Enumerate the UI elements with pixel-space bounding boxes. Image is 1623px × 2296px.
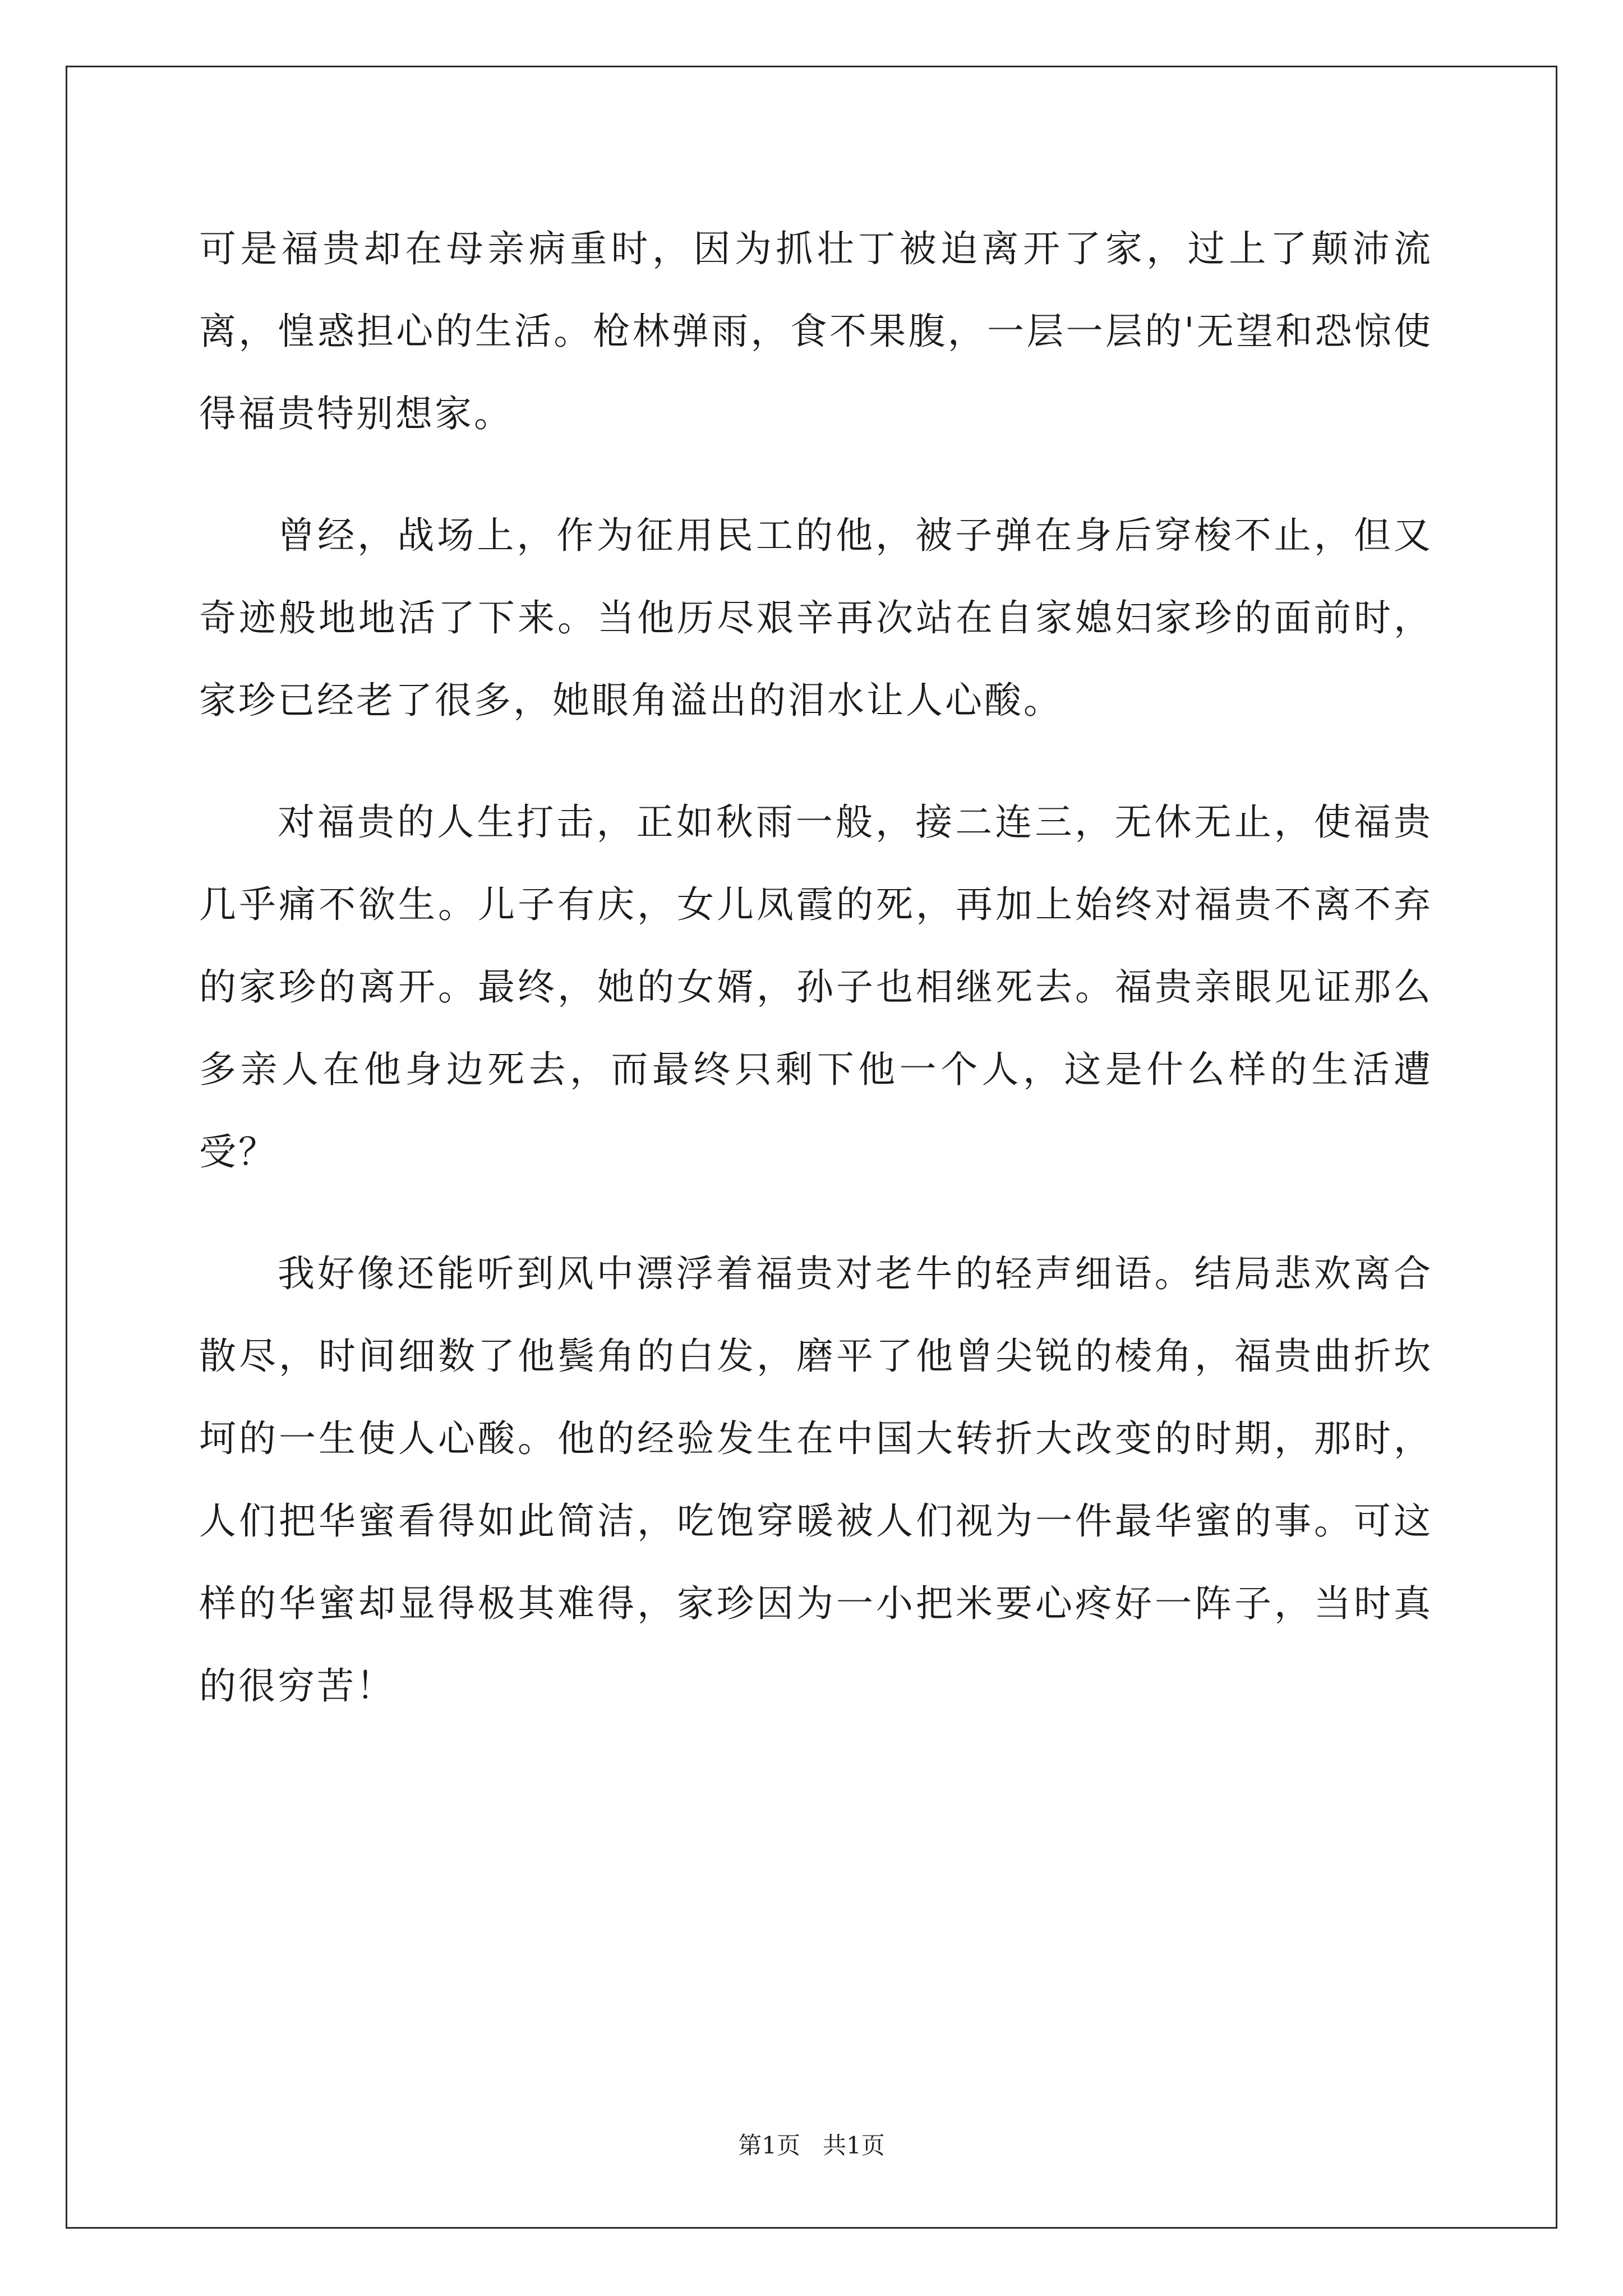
paragraph-4: 我好像还能听到风中漂浮着福贵对老牛的轻声细语。结局悲欢离合散尽，时间细数了他鬓角的白发，磨平了他曾尖锐的棱角，福贵曲折坎坷的一生使人心酸。他的经验发生在中国大转折大改变的时期，那时，人们把华蜜看得如此简洁，吃饱穿暖被人们视为一件最华蜜的事。可这样的华蜜却显得极其难得，家珍因为一小把米要心疼好一阵子，当时真的很穷苦！ xyxy=(199,1252,1433,1708)
page-number-footer: 第1页 共1页 xyxy=(738,2132,885,2159)
document-body xyxy=(199,208,1433,1766)
paragraph-3: 对福贵的人生打击，正如秋雨一般，接二连三，无休无止，使福贵几乎痛不欲生。儿子有庆，女儿凤霞的死，再加上始终对福贵不离不弃的家珍的离开。最终，她的女婿，孙子也相继死去。福贵亲眼见证那么多亲人在他身边死去，而最终只剩下他一个人，这是什么样的生活遭受？ xyxy=(199,800,1433,1174)
paragraph-1: 可是福贵却在母亲病重时，因为抓壮丁被迫离开了家，过上了颠沛流离，惶惑担心的生活。枪林弹雨，食不果腹，一层一层的'无望和恐惊使得福贵特别想家。 xyxy=(199,227,1433,435)
paragraph-2: 曾经，战场上，作为征用民工的他，被子弹在身后穿梭不止，但又奇迹般地地活了下来。当他历尽艰辛再次站在自家媳妇家珍的面前时，家珍已经老了很多，她眼角溢出的泪水让人心酸。 xyxy=(199,514,1433,722)
